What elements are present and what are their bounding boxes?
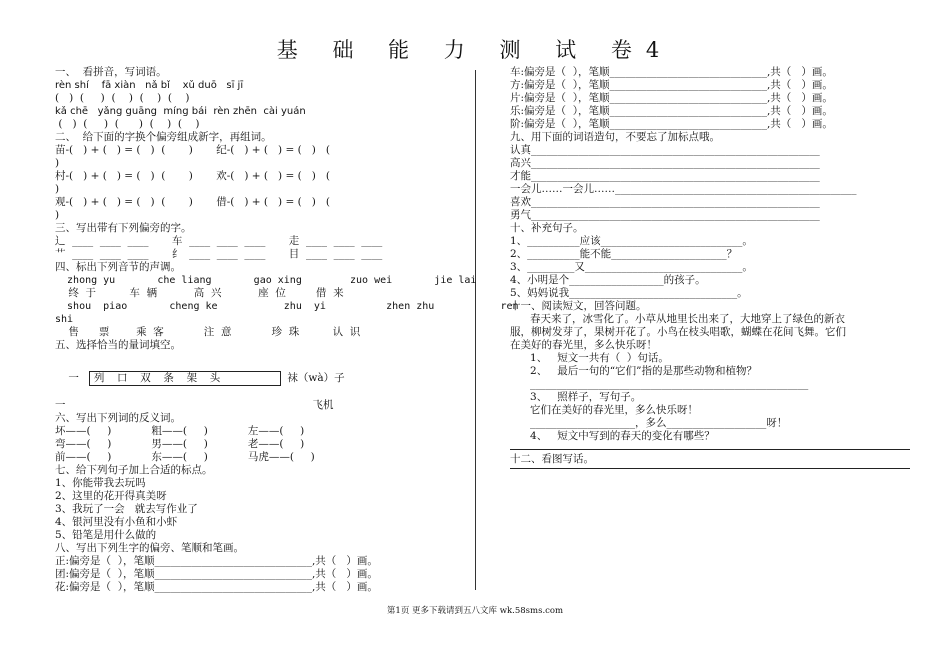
antonym-row: 前——( ) 东——( ) 马虎——( ) (55, 451, 315, 463)
tone-pinyin-row: zhong yu che liang gao xing zuo wei jie lai (55, 275, 477, 286)
complete-sentence-item: 1、__________应该___________________________。 (510, 235, 753, 247)
complete-sentence-item: 3、_________又______________________________。 (510, 261, 753, 273)
radical-swap-wrap: ) (55, 157, 60, 169)
page-title: 基 础 能 力 测 试 卷4 (276, 38, 674, 62)
stroke-order-row: 阶:偏旁是（ ），笔顺______________________________,共（ ）画。 (510, 118, 833, 130)
section-10-heading: 十、补充句子。 (510, 222, 584, 234)
measure-word: 条 (163, 372, 176, 384)
stroke-order-row: 方:偏旁是（ ），笔顺______________________________,共（ ）画。 (510, 79, 833, 91)
radical-swap-wrap: ) (55, 183, 60, 195)
sentence-making-row: 才能_______________________________________________________ (510, 170, 820, 182)
stroke-order-row: 团:偏旁是（ ），笔顺______________________________,共（ ）画。 (55, 568, 378, 580)
stroke-order-row: 乐:偏旁是（ ），笔顺______________________________,共（ ）画。 (510, 105, 833, 117)
section-5-heading: 五、选择恰当的量词填空。 (55, 339, 181, 351)
section-1-heading: 一、 看拼音，写词语。 (55, 66, 167, 78)
measure-word: 架 (186, 372, 200, 384)
reading-question: 1、 短文一共有（ ）句话。 (510, 352, 669, 364)
column-divider (475, 70, 476, 590)
tone-pinyin-row: shou piao cheng ke zhu yi zhen zhu ren (55, 301, 519, 312)
section-3-heading: 三、写出带有下列偏旁的字。 (55, 222, 192, 234)
right-column (510, 66, 910, 472)
measure-word: 头 (209, 372, 223, 384)
reading-question: 2、 最后一句的“它们”指的是那些动物和植物？ (510, 365, 757, 377)
tone-chars-row: 售 票 乘 客 注 意 珍 珠 认 识 (55, 326, 361, 338)
measure-word-box (89, 371, 281, 386)
section-11-heading: 十一、阅读短文，回答问题。 (510, 300, 647, 312)
section-12-heading: 十二、看图写话。 (510, 453, 594, 465)
measure-word: 双 (140, 372, 153, 384)
reading-question: 4、 短文中写到的春天的变化有哪些？ (510, 430, 715, 442)
antonym-row: 弯——( ) 男——( ) 老——( ) (55, 438, 305, 450)
answer-brackets-1: ( ) ( ) ( ) ( ) ( ) (55, 92, 190, 104)
punctuation-item: 4、银河里没有小鱼和小虾 (55, 516, 178, 528)
radical-blanks-row: 辶 ____ ____ ____ 车 ____ ____ ____ 走 ____ ____ ____ (55, 235, 383, 247)
answer-line: _____________________________________________________ (510, 378, 809, 390)
reading-passage-line: 在美好的春光里，多么快乐呀！ (510, 339, 657, 351)
radical-swap-row: 村-( ) + ( ) = ( ) ( ) 欢-( ) + ( ) = ( ) ( (55, 170, 330, 182)
measure-word: 口 (117, 372, 130, 384)
pinyin-row-1: rèn shí fā xiàn nǎ bǐ xǔ duō sī jī (55, 80, 244, 91)
measure-blank-suffix: 袜（wà）子 (287, 372, 345, 384)
section-rule (510, 449, 910, 450)
radical-blanks-row: 艹 ____ ____ ____ 纟 ____ ____ ____ 目 ____ ____ ____ (55, 248, 383, 260)
radical-swap-row: 苗-( ) + ( ) = ( ) ( ) 纪-( ) + ( ) = ( ) ( (55, 144, 330, 156)
tone-pinyin-wrap: shi (55, 314, 74, 325)
punctuation-item: 5、铅笔是用什么做的 (55, 529, 157, 541)
radical-swap-wrap: ) (55, 209, 60, 221)
sentence-making-row: 喜欢_______________________________________________________ (510, 196, 820, 208)
left-column (55, 66, 519, 594)
reading-passage-line: 服，柳树发芽了，果树开花了。小鸟在枝头唱歌，蝴蝶在花间飞舞。它们 (510, 326, 846, 338)
measure-word: 列 (93, 372, 107, 384)
measure-word-row (55, 399, 450, 412)
section-2-heading: 二、 给下面的字换个偏旁组成新字，再组词。 (55, 131, 272, 143)
antonym-row: 坏——( ) 粗——( ) 左——( ) (55, 425, 305, 437)
stroke-order-row: 正:偏旁是（ ），笔顺______________________________,共（ ）画。 (55, 555, 378, 567)
reading-passage-line: 春天来了，冰雪化了。小草从地里长出来了，大地穿上了绿色的新衣 (510, 313, 846, 325)
complete-sentence-item: 4、小明是个__________________的孩子。 (510, 274, 706, 286)
stroke-order-row: 片:偏旁是（ ），笔顺______________________________,共（ ）画。 (510, 92, 833, 104)
section-7-heading: 七、给下列句子加上合适的标点。 (55, 464, 213, 476)
measure-blank-suffix: 飞机 (312, 399, 334, 411)
answer-line: ____________________，多么___________________呀！ (510, 417, 788, 429)
page-footer: 第1页 更多下载请到五八文库 wk.58sms.com (386, 606, 564, 616)
complete-sentence-item: 5、妈妈说我________________________________。 (510, 287, 748, 299)
section-6-heading: 六、写出下列词的反义词。 (55, 412, 181, 424)
punctuation-item: 1、你能带我去玩吗 (55, 477, 146, 489)
example-sentence: 它们在美好的春光里，多么快乐呀！ (510, 404, 699, 416)
measure-word-row (55, 358, 450, 399)
section-rule (510, 468, 910, 469)
pinyin-row-2: kǎ chē yǎng guāng míng bái rèn zhēn cài yuán (55, 106, 306, 117)
complete-sentence-item: 2、__________能不能______________________？ (510, 248, 738, 260)
punctuation-item: 3、我玩了一会 就去写作业了 (55, 503, 198, 515)
sentence-making-row: 高兴_______________________________________________________ (510, 157, 820, 169)
measure-blank-prefix: 一 (55, 399, 66, 411)
radical-swap-row: 观-( ) + ( ) = ( ) ( ) 借-( ) + ( ) = ( ) ( (55, 196, 330, 208)
punctuation-item: 2、这里的花开得真美呀 (55, 490, 167, 502)
stroke-order-row: 车:偏旁是（ ），笔顺______________________________,共（ ）画。 (510, 66, 833, 78)
tone-chars-row: 终 于 车 辆 高 兴 座 位 借 来 (55, 287, 344, 299)
measure-blank-prefix: 一 (68, 372, 79, 384)
sentence-making-row: 一会儿……一会儿……______________________________________________ (510, 183, 857, 195)
section-4-heading: 四、标出下列音节的声调。 (55, 261, 181, 273)
sentence-making-row: 勇气_______________________________________________________ (510, 209, 820, 221)
reading-question: 3、 照样子，写句子。 (510, 391, 642, 403)
answer-brackets-2: ( ) ( ) ( ) ( ) ( ) (55, 118, 200, 130)
section-8-heading: 八、写出下列生字的偏旁、笔顺和笔画。 (55, 542, 244, 554)
sentence-making-row: 认真_______________________________________________________ (510, 144, 820, 156)
section-9-heading: 九、用下面的词语造句，不要忘了加标点哦。 (510, 131, 720, 143)
stroke-order-row: 花:偏旁是（ ），笔顺______________________________,共（ ）画。 (55, 581, 378, 593)
